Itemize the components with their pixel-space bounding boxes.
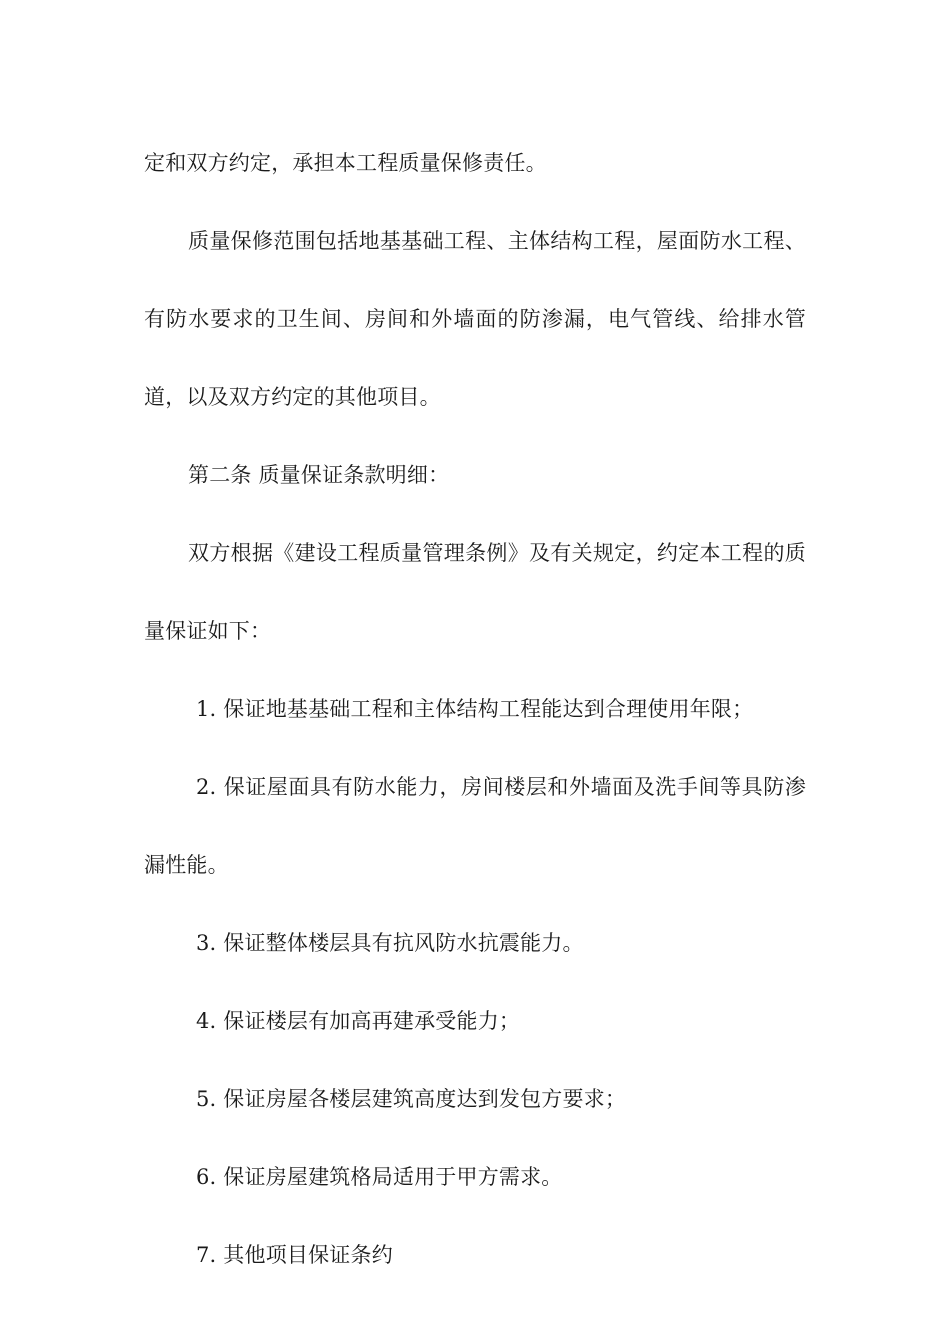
- list-item-3: 3. 保证整体楼层具有抗风防水抗震能力。: [196, 931, 584, 955]
- section-heading-article-2: 第二条 质量保证条款明细：: [188, 463, 450, 487]
- paragraph-warranty-scope: 质量保修范围包括地基基础工程、主体结构工程，屋面防水工程、有防水要求的卫生间、房间和外墙面的防渗漏，电气管线、给排水管道，以及双方约定的其他项目。: [144, 229, 806, 409]
- list-item-7: 7. 其他项目保证条约: [196, 1243, 393, 1267]
- list-item-1: 1. 保证地基基础工程和主体结构工程能达到合理使用年限；: [196, 697, 754, 721]
- list-item-4: 4. 保证楼层有加高再建承受能力；: [196, 1009, 521, 1033]
- list-item-5: 5. 保证房屋各楼层建筑高度达到发包方要求；: [196, 1087, 627, 1111]
- paragraph-quality-guarantee-intro: 双方根据《建设工程质量管理条例》及有关规定，约定本工程的质量保证如下：: [144, 541, 806, 643]
- document-body: [144, 124, 806, 1294]
- paragraph-continuation: 定和双方约定，承担本工程质量保修责任。: [144, 151, 547, 175]
- list-item-6: 6. 保证房屋建筑格局适用于甲方需求。: [196, 1165, 563, 1189]
- list-item-2: 2. 保证屋面具有防水能力，房间楼层和外墙面及洗手间等具防渗漏性能。: [144, 775, 806, 877]
